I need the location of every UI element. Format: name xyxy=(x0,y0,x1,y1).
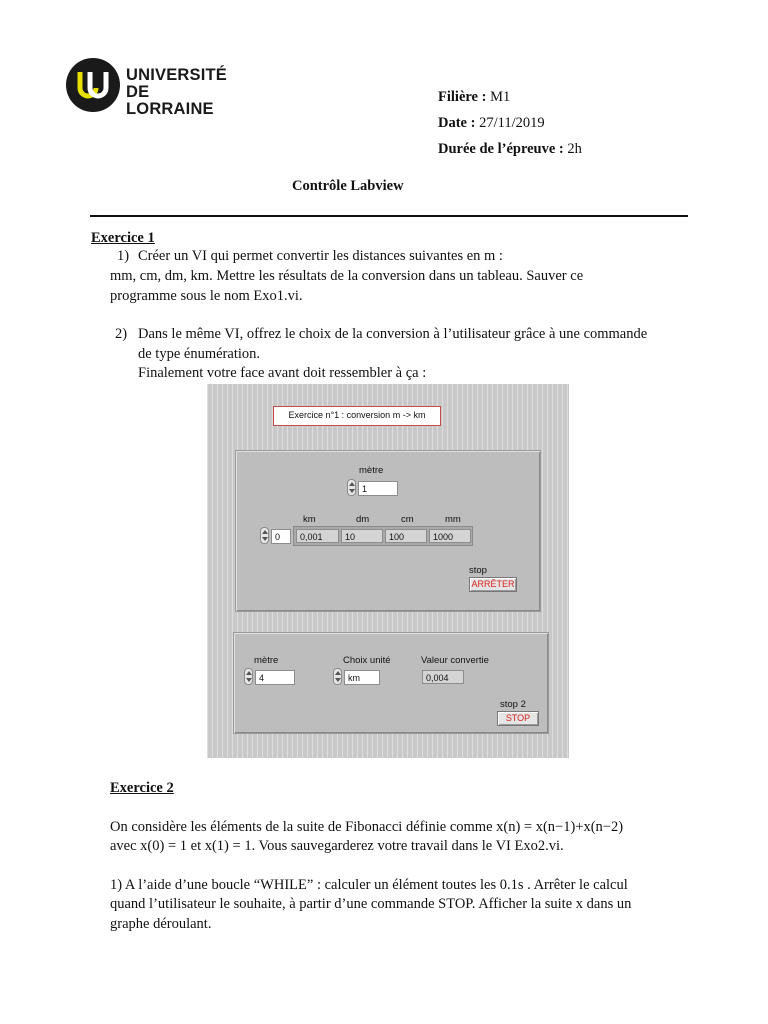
p1-col-km: km xyxy=(303,514,316,525)
fp-panel-1 xyxy=(235,450,541,612)
p1-stop-label: stop xyxy=(469,565,487,576)
p1-value-dm: 10 xyxy=(341,529,383,543)
p1-metre-spinner[interactable] xyxy=(347,479,356,496)
filiere-line xyxy=(438,89,510,106)
date-value: 27/11/2019 xyxy=(479,115,545,131)
logo-text xyxy=(126,67,236,118)
divider xyxy=(90,215,688,217)
logo-line2: DE LORRAINE xyxy=(126,83,214,118)
ex2-para2-line3: graphe déroulant. xyxy=(110,916,212,932)
fp-panel-2 xyxy=(233,632,549,734)
p1-metre-input[interactable]: 1 xyxy=(358,481,398,496)
p2-valeur-label: Valeur convertie xyxy=(421,655,489,666)
p2-choix-spinner[interactable] xyxy=(333,668,342,685)
p1-value-cm: 100 xyxy=(385,529,427,543)
filiere-value: M1 xyxy=(490,89,511,105)
ul-monogram-icon xyxy=(66,58,120,112)
labview-front-panel xyxy=(207,384,569,758)
logo-line1: UNIVERSITÉ xyxy=(126,66,228,84)
ex2-para1-line2: avec x(0) = 1 et x(1) = 1. Vous sauvegarderez votre travail dans le VI Exo2.vi. xyxy=(110,838,564,854)
ex1-item2-line2: de type énumération. xyxy=(138,346,260,362)
duree-value: 2h xyxy=(567,141,582,157)
ex1-item2-line1: Dans le même VI, offrez le choix de la conversion à l’utilisateur grâce à une commande xyxy=(138,326,648,342)
ex2-para2-line1: 1) A l’aide d’une boucle “WHILE” : calculer un élément toutes les 0.1s . Arrêter le calcul xyxy=(110,877,628,893)
p2-metre-input[interactable]: 4 xyxy=(255,670,295,685)
p1-index-input[interactable]: 0 xyxy=(271,529,291,544)
ex1-heading: Exercice 1 xyxy=(91,230,155,246)
page-title: Contrôle Labview xyxy=(292,178,404,194)
p2-metre-label: mètre xyxy=(254,655,279,666)
p1-value-mm: 1000 xyxy=(429,529,471,543)
p1-col-dm: dm xyxy=(356,514,370,525)
p1-stop-button[interactable]: ARRÊTER xyxy=(469,577,517,592)
university-logo xyxy=(66,58,236,118)
p1-value-km: 0,001 xyxy=(296,529,339,543)
ex2-para1-line1: On considère les éléments de la suite de Fibonacci définie comme x(n) = x(n−1)+x(n−2) xyxy=(110,819,624,835)
p2-stop-button[interactable]: STOP xyxy=(497,711,539,726)
p1-col-cm: cm xyxy=(401,514,414,525)
p1-index-spinner[interactable] xyxy=(260,527,269,544)
p2-stop-label: stop 2 xyxy=(500,699,526,710)
ex1-item2-num: 2) xyxy=(115,326,128,342)
ex1-item1-line2: mm, cm, dm, km. Mettre les résultats de la conversion dans un tableau. Sauver ce xyxy=(110,268,584,284)
fp-title: Exercice n°1 : conversion m -> km xyxy=(273,406,441,426)
duree-label: Durée de l’épreuve : xyxy=(438,141,564,157)
p2-metre-spinner[interactable] xyxy=(244,668,253,685)
duree-line xyxy=(438,141,582,158)
p1-metre-label: mètre xyxy=(359,465,384,476)
p1-col-mm: mm xyxy=(445,514,461,525)
ex1-item2-line3: Finalement votre face avant doit ressembler à ça : xyxy=(138,365,427,381)
filiere-label: Filière : xyxy=(438,89,487,105)
ex1-item1-num: 1) xyxy=(117,248,130,264)
p2-choix-label: Choix unité xyxy=(343,655,391,666)
ex2-para2-line2: quand l’utilisateur le souhaite, à partir d’une commande STOP. Afficher la suite x dans un xyxy=(110,896,632,912)
ex1-item1-line3: programme sous le nom Exo1.vi. xyxy=(110,288,303,304)
date-line xyxy=(438,115,545,132)
p2-choix-select[interactable]: km xyxy=(344,670,380,685)
p2-valeur-value: 0,004 xyxy=(422,670,464,684)
ex2-heading: Exercice 2 xyxy=(110,780,174,796)
date-label: Date : xyxy=(438,115,476,131)
ex1-item1-line1: Créer un VI qui permet convertir les distances suivantes en m : xyxy=(138,248,503,264)
